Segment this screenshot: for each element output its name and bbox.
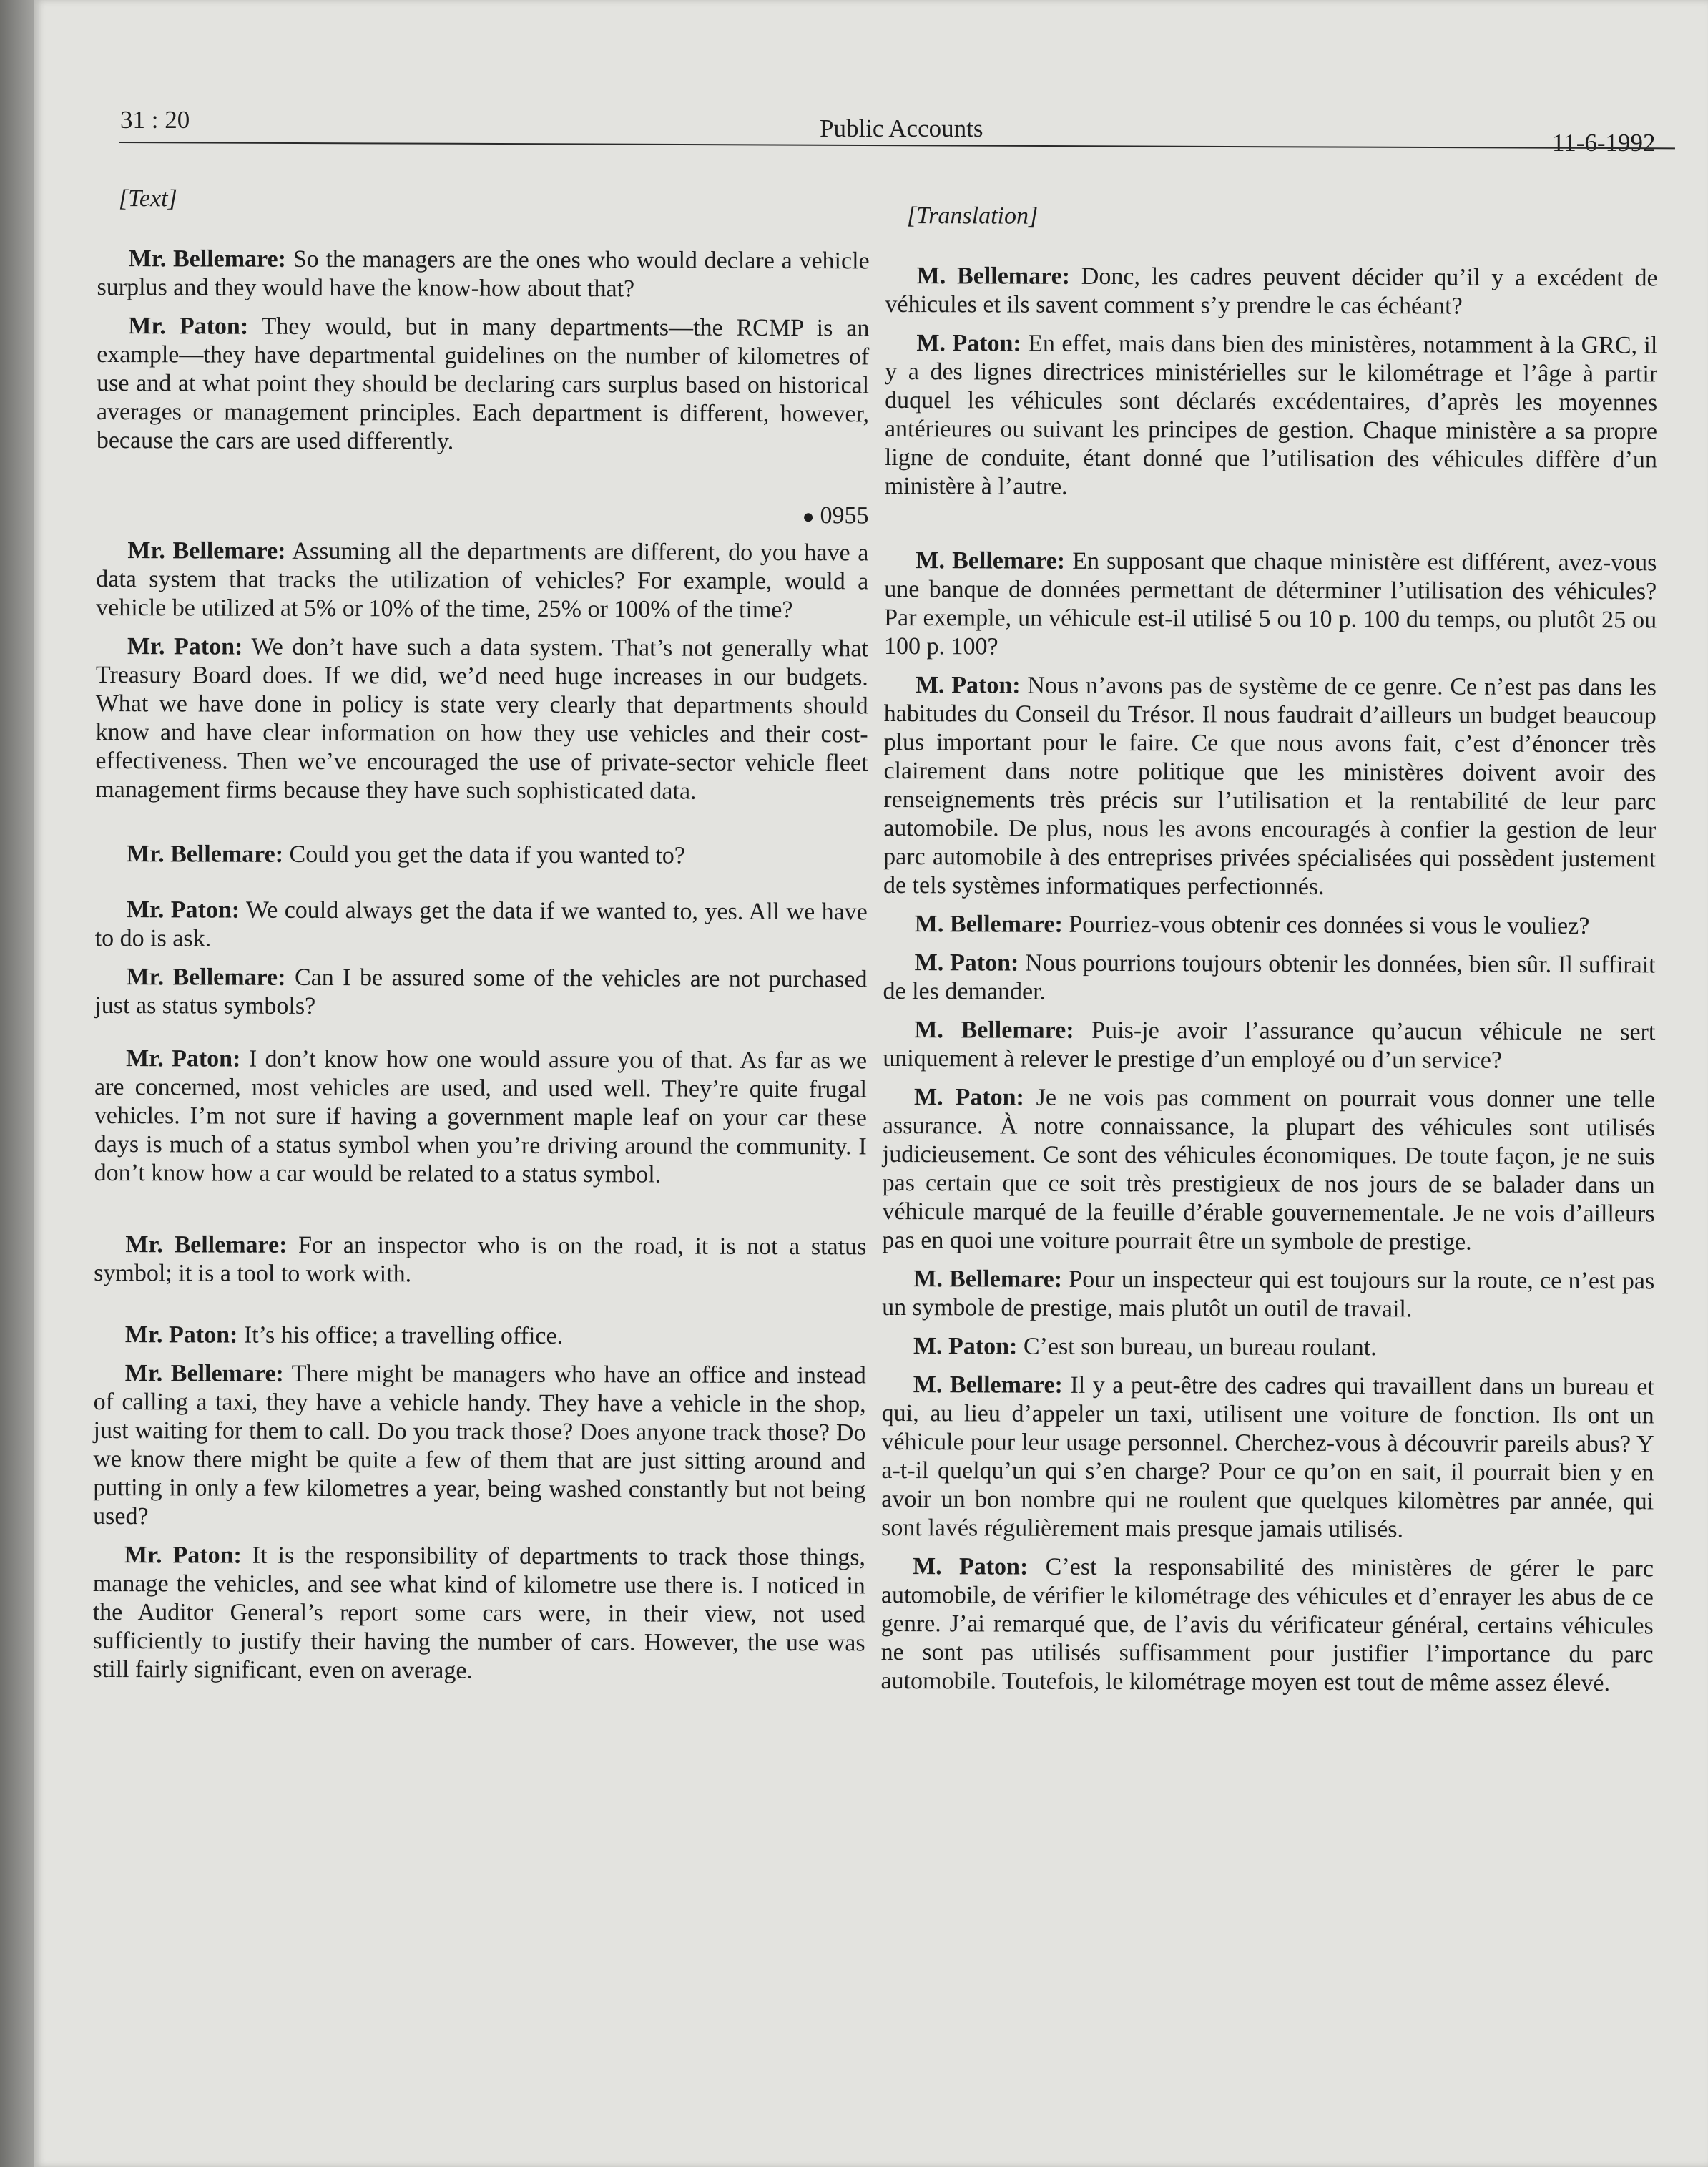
transcript-paragraph bbox=[93, 1359, 866, 1533]
paragraph-text: Puis-je avoir l’assurance qu’aucun véhicule ne sert uniquement à relever le prestige d’un employé ou d’un service? bbox=[883, 1017, 1656, 1074]
paragraph-text: Pour un inspecteur qui est toujours sur la route, ce n’est pas un symbole de prestige, mais plutôt un outil de travail. bbox=[882, 1266, 1655, 1323]
french-column bbox=[880, 202, 1658, 1708]
page-number: 31 : 20 bbox=[120, 106, 190, 134]
transcript-paragraph bbox=[883, 1016, 1655, 1075]
transcript-paragraph bbox=[95, 896, 868, 955]
paragraph-text: We could always get the data if we wanted to, yes. All we have to do is ask. bbox=[94, 896, 868, 952]
speaker-name: Mr. Bellemare: bbox=[126, 964, 286, 991]
speaker-name: M. Bellemare: bbox=[916, 547, 1066, 574]
speaker-name: M. Bellemare: bbox=[914, 911, 1063, 938]
transcript-paragraph bbox=[885, 329, 1658, 503]
paragraph-text: En effet, mais dans bien des ministères, notamment à la GRC, il y a des lignes directrices ministérielles sur le kilométrage et l’âge à partir duquel les véhicules sont déclarés excédentaires, d’après les moyennes antérieures ou suivant les principes de gestion. Chaque ministère a sa propre ligne de conduite, étant donné que l’utilisation des véhicules diffère d’un ministère à l’autre. bbox=[884, 330, 1658, 500]
paragraph-text: They would, but in many departments—the RCMP is an example—they have departmental guidelines on the number of kilometres of use and at what point they should be declaring cars surplus based on historical averages or management principles. Each department is different, however, because the cars are used differently. bbox=[96, 313, 870, 455]
speaker-name: M. Paton: bbox=[914, 1084, 1024, 1111]
paragraph-text: There might be managers who have an office and instead of calling a taxi, they have a vehicle handy. They have a vehicle in the shop, just waiting for them to call. Do you track those? Does anyone track those? Do we know there might be quite a few of them that are just sitting around and putting in only a few kilometres a year, being washed constantly but not being used? bbox=[93, 1360, 866, 1530]
speaker-name: Mr. Paton: bbox=[128, 313, 249, 340]
transcript-paragraph bbox=[95, 632, 868, 806]
transcript-paragraph bbox=[96, 537, 868, 625]
paragraph-text: It’s his office; a travelling office. bbox=[243, 1321, 564, 1350]
speaker-name: M. Paton: bbox=[916, 330, 1021, 357]
transcript-paragraph bbox=[884, 547, 1657, 663]
transcript-paragraph bbox=[882, 1265, 1654, 1324]
transcript-paragraph bbox=[882, 1332, 1654, 1363]
speaker-name: Mr. Bellemare: bbox=[127, 537, 286, 564]
paragraph-text: For an inspector who is on the road, it is not a status symbol; it is a tool to work with. bbox=[94, 1231, 867, 1288]
english-column bbox=[92, 185, 870, 1696]
paragraph-text: We don’t have such a data system. That’s not generally what Treasury Board does. If we did, we’d need huge increases in our budgets. What we have done in policy is state very clearly that departments should know and have clear information on how they use vehicles and their cost-effectiveness. Then we’ve encouraged the use of private-sector vehicle fleet management firms because they have such sophisticated data. bbox=[95, 633, 869, 805]
transcript-paragraph bbox=[97, 245, 869, 304]
paragraph-text: Je ne vois pas comment on pourrait vous donner une telle assurance. À notre connaissance, la plupart des véhicules sont utilisés judicieusement. Ce sont des véhicules économiques. De toute façon, je ne suis pas certain que ce soit très prestigieux de nos jours de se balader dans un véhicule marqué de la feuille d’érable gouvernementale. Je ne vois d’ailleurs pas en quoi une voiture pourrait être un symbole de prestige. bbox=[882, 1084, 1656, 1256]
paragraph-text: I don’t know how one would assure you of that. As far as we are concerned, most vehicles are used, and used well. They’re quite frugal vehicles. I’m not sure if having a government maple leaf on your car these days is much of a status symbol when you’re driving around the community. I don’t know how a car would be related to a status symbol. bbox=[94, 1045, 868, 1188]
transcript-paragraph bbox=[94, 1321, 866, 1351]
speaker-name: M. Paton: bbox=[913, 1333, 1018, 1360]
paragraph-text: It is the responsibility of departments to track those things, manage the vehicles, and see what kind of kilometre use there is. I noticed in the Auditor General’s report some cars were, in their view, not used sufficiently to justify their having the number of cars. However, the use was still fairly significant, even on average. bbox=[92, 1542, 866, 1684]
transcript-paragraph bbox=[92, 1541, 865, 1686]
running-title: Public Accounts bbox=[820, 114, 983, 142]
transcript-paragraph bbox=[883, 949, 1655, 1008]
transcript-paragraph bbox=[881, 1371, 1654, 1545]
paragraph-text: En supposant que chaque ministère est différent, avez-vous une banque de données permettant de déterminer l’utilisation des véhicules? Par exemple, un véhicule est-il utilisé 5 ou 10 p. 100 du temps, ou plutôt 25 ou 100 p. 100? bbox=[883, 547, 1657, 660]
speaker-name: M. Paton: bbox=[915, 672, 1021, 699]
paragraph-text: Pourriez-vous obtenir ces données si vous le vouliez? bbox=[1069, 911, 1590, 940]
speaker-name: Mr. Paton: bbox=[124, 1542, 242, 1569]
document-page bbox=[34, 0, 1708, 2167]
speaker-name: M. Bellemare: bbox=[913, 1371, 1063, 1399]
speaker-name: Mr. Paton: bbox=[127, 633, 243, 660]
english-column-label: [Text] bbox=[118, 185, 177, 212]
speaker-name: M. Bellemare: bbox=[916, 263, 1071, 290]
transcript-paragraph bbox=[883, 910, 1656, 941]
time-stamp: ● 0955 bbox=[802, 502, 869, 529]
transcript-paragraph bbox=[94, 1045, 868, 1190]
paragraph-text: Donc, les cadres peuvent décider qu’il y a excédent de véhicules et ils savent comment s’y prendre le cas échéant? bbox=[885, 263, 1658, 320]
speaker-name: M. Paton: bbox=[912, 1553, 1029, 1580]
book-spine-shadow bbox=[0, 0, 34, 2167]
speaker-name: Mr. Paton: bbox=[126, 896, 240, 924]
transcript-paragraph bbox=[882, 1083, 1655, 1257]
paragraph-text: Il y a peut-être des cadres qui travaillent dans un bureau et qui, au lieu d’appeler un taxi, utilisent une voiture de fonction. Ils ont un véhicule pour leur usage personnel. Cherchez-vous à découvrir pareils abus? Y a-t-il quelqu’un qui s’en charge? Pour ce qu’on en sait, il pourrait bien y en avoir un bon nombre qui ne roulent que quelques kilomètres par année, qui sont lavés régulièrement mais presque jamais utilisés. bbox=[881, 1371, 1654, 1543]
transcript-paragraph bbox=[94, 963, 867, 1022]
speaker-name: Mr. Paton: bbox=[124, 1321, 238, 1349]
transcript-paragraph bbox=[883, 671, 1657, 902]
paragraph-text: Can I be assured some of the vehicles are not purchased just as status symbols? bbox=[94, 964, 868, 1019]
speaker-name: Mr. Bellemare: bbox=[128, 245, 287, 273]
paragraph-text: Could you get the data if you wanted to? bbox=[289, 841, 685, 869]
speaker-name: Mr. Bellemare: bbox=[124, 1360, 284, 1387]
bullet-icon: ● bbox=[802, 506, 815, 529]
speaker-name: M. Paton: bbox=[914, 949, 1019, 977]
page-date: 11-6-1992 bbox=[1552, 129, 1656, 157]
paragraph-text: So the managers are the ones who would declare a vehicle surplus and they would have the know-how about that? bbox=[97, 245, 870, 303]
paragraph-text: C’est la responsabilité des ministères de gérer le parc automobile, de vérifier le kilométrage des véhicules et d’enrayer les abus de ce genre. J’ai remarqué que, de l’avis du vérificateur général, certains véhicules ne sont pas utilisés suffisamment pour justifier l’importance du parc automobile. Toutefois, le kilométrage moyen est tout de même assez élevé. bbox=[880, 1553, 1654, 1697]
transcript-paragraph bbox=[885, 262, 1657, 321]
paragraph-text: Nous pourrions toujours obtenir les données, bien sûr. Il suffirait de les demander. bbox=[883, 949, 1656, 1005]
paragraph-text: Assuming all the departments are different, do you have a data system that tracks the utilization of vehicles? For example, would a vehicle be utilized at 5% or 10% of the time, 25% or 100% of the time? bbox=[96, 537, 869, 624]
speaker-name: M. Bellemare: bbox=[914, 1017, 1074, 1044]
paragraph-text: C’est son bureau, un bureau roulant. bbox=[1023, 1333, 1377, 1361]
french-column-label: [Translation] bbox=[906, 202, 1039, 230]
speaker-name: Mr. Bellemare: bbox=[127, 841, 284, 868]
speaker-name: Mr. Bellemare: bbox=[125, 1231, 288, 1258]
paragraph-text: Nous n’avons pas de système de ce genre. Ce n’est pas dans les habitudes du Conseil du Trésor. Il nous faudrait d’ailleurs un budget beaucoup plus important pour le faire. Ce que nous avons fait, c’est d’énoncer très clairement dans notre politique que les ministères doivent avoir des renseignements très précis sur l’utilisation et la rentabilité de leur parc automobile. De plus, nous les avons encouragés à confier la gestion de leur parc automobile à des entreprises privées spécialisées qui possèdent justement de tels systèmes informatiques perfectionnés. bbox=[883, 672, 1657, 900]
transcript-paragraph bbox=[95, 840, 868, 871]
transcript-paragraph bbox=[880, 1552, 1654, 1698]
transcript-paragraph bbox=[97, 312, 870, 457]
transcript-paragraph bbox=[94, 1231, 866, 1290]
speaker-name: Mr. Paton: bbox=[126, 1045, 241, 1072]
speaker-name: M. Bellemare: bbox=[913, 1266, 1063, 1293]
